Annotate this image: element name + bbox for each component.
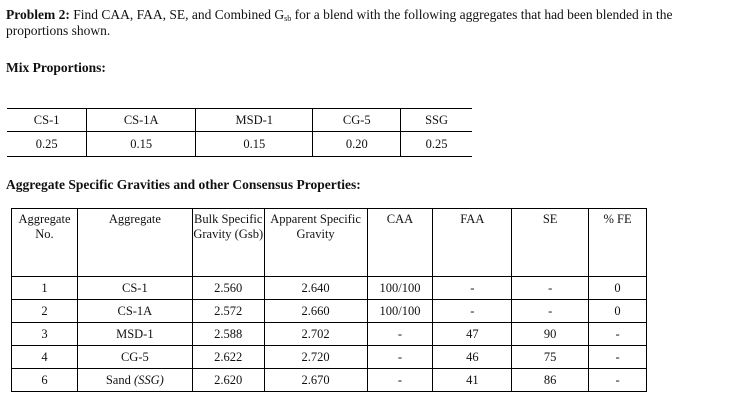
cell: 2.622 <box>192 346 264 369</box>
table-header-row <box>12 209 647 277</box>
mix-proportions-table <box>7 108 472 157</box>
header-apparent-gravity: Apparent Specific Gravity <box>264 209 367 277</box>
cell: 3 <box>12 323 78 346</box>
aggregate-sand: Sand <box>105 373 131 387</box>
cell: 2.702 <box>264 323 367 346</box>
cell: - <box>367 346 433 369</box>
cell: 2.572 <box>192 300 264 323</box>
header-se: SE <box>512 209 589 277</box>
mix-value-cell: 0.15 <box>196 132 313 157</box>
table-row <box>12 369 647 392</box>
aggregate-properties-table <box>11 208 647 392</box>
header-bulk-gravity: Bulk Specific Gravity (Gsb) <box>192 209 264 277</box>
cell: 46 <box>433 346 512 369</box>
cell: CS-1 <box>77 277 192 300</box>
header-aggregate: Aggregate <box>77 209 192 277</box>
mix-proportions-heading: Mix Proportions: <box>6 60 106 75</box>
cell: - <box>367 369 433 392</box>
cell <box>77 369 192 392</box>
cell: - <box>433 300 512 323</box>
header-aggregate-no: Aggregate No. <box>12 209 78 277</box>
cell: 2.640 <box>264 277 367 300</box>
cell: - <box>589 323 647 346</box>
cell: - <box>589 346 647 369</box>
mix-value-cell: 0.15 <box>87 132 196 157</box>
problem-text-a: Find CAA, FAA, SE, and Combined G <box>69 7 285 22</box>
header-fe: % FE <box>589 209 647 277</box>
cell: 41 <box>433 369 512 392</box>
table-row <box>12 277 647 300</box>
mix-name-cell: CS-1 <box>7 109 87 132</box>
mix-names-row <box>7 109 472 132</box>
cell: CG-5 <box>77 346 192 369</box>
cell: CS-1A <box>77 300 192 323</box>
problem-label: Problem 2: <box>6 7 70 22</box>
cell: 86 <box>512 369 589 392</box>
cell: 2.670 <box>264 369 367 392</box>
problem-text-b: for a blend with the following aggregates that had been blended in the proportions shown. <box>6 7 673 38</box>
cell: - <box>433 277 512 300</box>
cell: - <box>589 369 647 392</box>
aggregate-ssg-suffix: (SSG) <box>133 373 164 387</box>
cell: 2.660 <box>264 300 367 323</box>
cell: 47 <box>433 323 512 346</box>
mix-name-cell: SSG <box>401 109 472 132</box>
cell: 100/100 <box>367 300 433 323</box>
cell: - <box>512 300 589 323</box>
table-row <box>12 323 647 346</box>
mix-name-cell: MSD-1 <box>196 109 313 132</box>
cell: 90 <box>512 323 589 346</box>
table-row <box>12 346 647 369</box>
cell: 0 <box>589 277 647 300</box>
cell: 0 <box>589 300 647 323</box>
mix-name-cell: CS-1A <box>87 109 196 132</box>
header-faa: FAA <box>433 209 512 277</box>
cell: 6 <box>12 369 78 392</box>
mix-value-cell: 0.20 <box>313 132 401 157</box>
table-row <box>12 300 647 323</box>
problem-statement <box>6 7 728 39</box>
cell: - <box>367 323 433 346</box>
mix-value-cell: 0.25 <box>401 132 472 157</box>
problem-subscript: sb <box>284 14 292 23</box>
mix-name-cell: CG-5 <box>313 109 401 132</box>
mix-values-row <box>7 132 472 157</box>
mix-value-cell: 0.25 <box>7 132 87 157</box>
cell: 2.560 <box>192 277 264 300</box>
cell: 75 <box>512 346 589 369</box>
cell: 2.720 <box>264 346 367 369</box>
cell: MSD-1 <box>77 323 192 346</box>
cell: 1 <box>12 277 78 300</box>
header-caa: CAA <box>367 209 433 277</box>
cell: 2 <box>12 300 78 323</box>
aggregate-properties-heading: Aggregate Specific Gravities and other Consensus Properties: <box>6 177 361 192</box>
cell: 2.620 <box>192 369 264 392</box>
cell: 2.588 <box>192 323 264 346</box>
cell: 4 <box>12 346 78 369</box>
cell: 100/100 <box>367 277 433 300</box>
cell: - <box>512 277 589 300</box>
